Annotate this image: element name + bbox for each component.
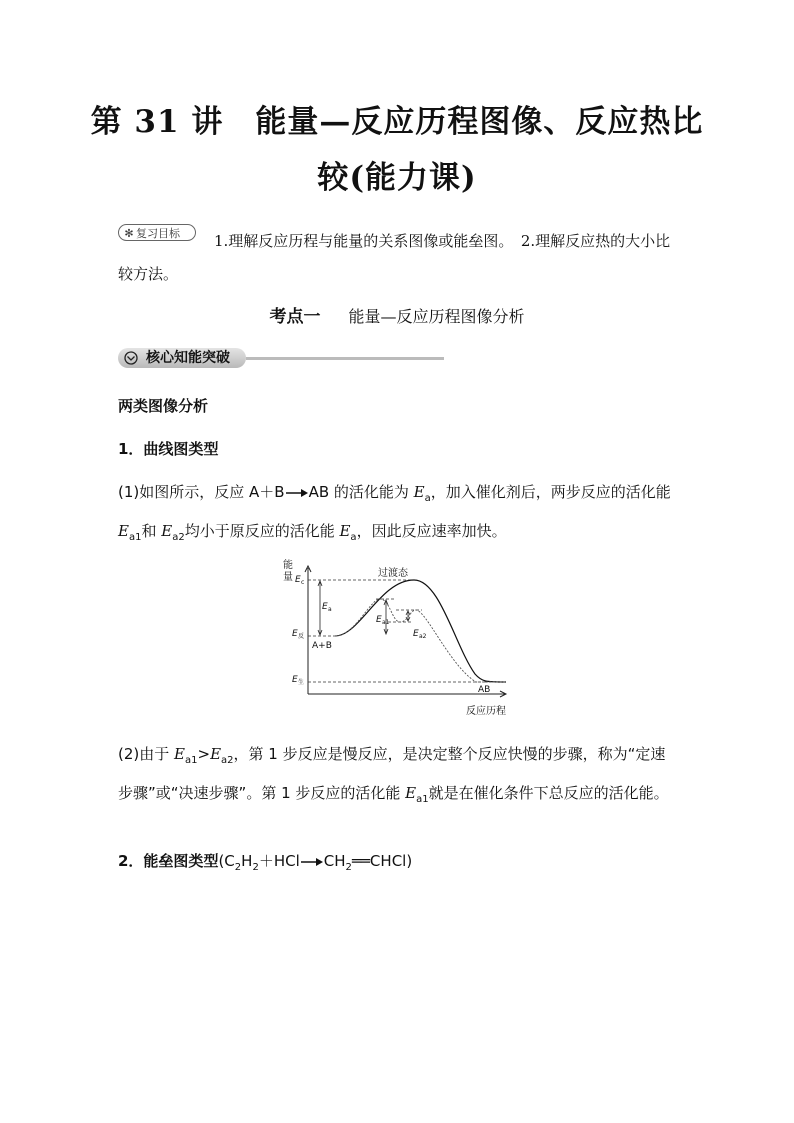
core-knowledge-label: 核心知能突破 [118,348,246,368]
p1-text-d: 和 [141,522,162,540]
p1-ea-again-sub: a [350,532,357,543]
product-label: AB [478,685,491,695]
p2-text-a: (2)由于 [118,745,175,763]
p2-ea1-sub: a1 [184,755,198,766]
ea-label-sub: a [328,606,332,613]
p1-text-e: 均小于原反应的活化能 [184,522,340,540]
e-reactant-label: E [292,629,298,639]
h3-text-b: (C [218,852,235,870]
e-reactant-label-sub: 反 [298,633,305,640]
p2-ea2-sub: a2 [221,755,234,766]
p1-text-f: ，因此反应速率加快。 [356,522,507,540]
y-label-2: 量 [283,572,293,583]
section-number: 考点一 [269,307,321,327]
review-goal-badge [118,224,196,241]
page-title-line-1: 第 31 讲 能量—反应历程图像、反应热比 [90,104,704,140]
ea1-label-sub: a1 [382,619,390,626]
ec-label: E [295,575,301,585]
transition-state-label: 过渡态 [378,568,408,579]
reaction-arrow-icon [285,487,309,499]
p2-ea2: E [210,745,222,763]
uncatalyzed-curve [335,580,506,682]
p2-ea1b: E [405,784,417,802]
heading-energy-barrier [118,845,678,884]
energy-profile-figure [280,556,520,718]
page-title-line-2: 较(能力课) [317,160,477,196]
h3-text-f: ══CHCl) [351,852,413,870]
flower-icon: ✻ [124,227,134,240]
ea2-label-sub: a2 [419,633,427,640]
heading-two-graph-types: 两类图像分析 [118,397,209,415]
section-title: 能量—反应历程图像分析 [348,307,525,326]
e-product-label-sub: 生 [298,679,305,686]
p1-ea1: E [118,522,129,540]
core-label-underline [246,357,444,360]
p1-ea: E [413,483,425,501]
p2-text-b: ，第 1 步反应是慢反应，是决定整个反应快慢的步骤，称为“定速步骤”或“决速步骤”。第 1 步反应的活化能 [118,745,666,802]
p1-ea1-sub: a1 [128,532,142,543]
y-label-1: 能 [283,560,293,571]
p1-text-a: (1)如图所示，反应 A＋B [118,483,285,501]
h3-sub-a: 2 [234,862,242,873]
p2-ea1b-sub: a1 [416,794,429,805]
ea-label: E [322,602,328,612]
p1-ea2: E [161,522,173,540]
p2-text-c: 就是在催化条件下总反应的活化能。 [428,784,669,802]
paragraph-1 [118,476,678,554]
h3-text-d: ＋HCl [258,852,300,870]
p1-ea-sub: a [424,493,431,504]
p1-text-c: ，加入催化剂后，两步反应的活化能 [430,483,671,501]
h3-text-c: H [241,852,253,870]
review-goal-badge-label: 复习目标 [136,227,180,240]
h3-sub-c: 2 [345,862,352,873]
ea2-label: E [413,629,419,639]
e-product-label: E [292,675,298,685]
p1-ea-again: E [339,522,351,540]
p2-ea1: E [174,745,185,763]
p1-text-b: AB 的活化能为 [308,483,414,501]
ec-label-sub: c [301,579,305,586]
section-heading [0,302,794,327]
reactants-label: A+B [312,641,332,651]
review-goal-text: 1.理解反应历程与能量的关系图像或能垒图。 2.理解反应热的大小比较方法。 [118,232,671,283]
h3-sub-b: 2 [252,862,259,873]
catalyzed-curve [335,599,506,682]
h3-text-e: CH [323,852,346,870]
reaction-arrow-icon-2 [300,856,324,868]
check-circle-icon [124,351,138,365]
h3-label: 2．能垒图类型 [118,852,219,870]
ea1-label: E [376,615,382,625]
x-axis-label: 反应历程 [466,706,506,717]
paragraph-2 [118,738,678,816]
p1-ea2-sub: a2 [172,532,185,543]
p2-gt: > [197,745,211,763]
heading-curve-type: 1．曲线图类型 [118,440,219,458]
